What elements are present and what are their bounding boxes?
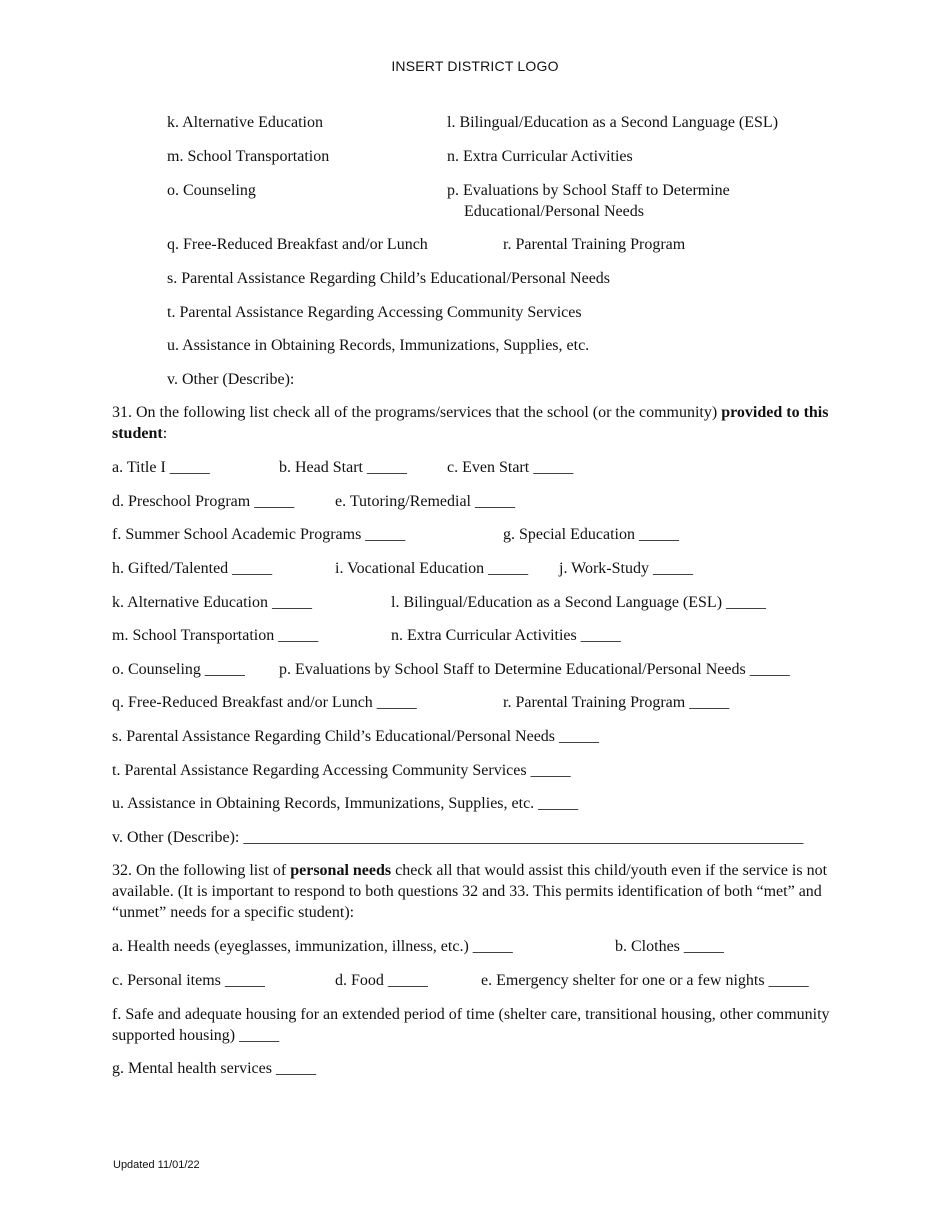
question-31-colon: : bbox=[162, 425, 168, 442]
option-32f[interactable]: f. Safe and adequate housing for an extended period of time (shelter care, transitional housing, other community supported housing) _____ bbox=[112, 1006, 830, 1044]
option-31h[interactable]: h. Gifted/Talented _____ bbox=[112, 560, 273, 577]
option-31u[interactable]: u. Assistance in Obtaining Records, Immunizations, Supplies, etc. _____ bbox=[112, 795, 579, 812]
list-item-30s: s. Parental Assistance Regarding Child’s Educational/Personal Needs bbox=[167, 270, 611, 287]
question-32-text-rest: check all that would assist this child/youth even if the service is not available. (It is important to respond to both questions 32 and 33. This permits identification of both “met” and “unmet” needs for a specific student): bbox=[112, 862, 828, 921]
option-31p[interactable]: p. Evaluations by School Staff to Determine Educational/Personal Needs _____ bbox=[279, 661, 790, 678]
option-32g[interactable]: g. Mental health services _____ bbox=[112, 1060, 316, 1077]
option-31b[interactable]: b. Head Start _____ bbox=[279, 459, 407, 476]
district-logo-placeholder: INSERT DISTRICT LOGO bbox=[391, 58, 559, 74]
question-32-prompt bbox=[112, 860, 842, 923]
question-31-emphasis: provided to this student bbox=[112, 404, 829, 442]
option-31f[interactable]: f. Summer School Academic Programs _____ bbox=[112, 526, 406, 543]
option-31o[interactable]: o. Counseling _____ bbox=[112, 661, 245, 678]
list-item-30p-line2: Educational/Personal Needs bbox=[464, 203, 644, 220]
list-item-30m: m. School Transportation bbox=[167, 148, 330, 165]
option-31k[interactable]: k. Alternative Education _____ bbox=[112, 594, 312, 611]
question-31-text: 31. On the following list check all of the programs/services that the school (or the community) bbox=[112, 404, 718, 421]
question-32-text: 32. On the following list of bbox=[112, 862, 287, 879]
list-item-30n: n. Extra Curricular Activities bbox=[447, 148, 633, 165]
updated-date: Updated 11/01/22 bbox=[113, 1159, 200, 1171]
option-31q[interactable]: q. Free-Reduced Breakfast and/or Lunch _____ bbox=[112, 694, 417, 711]
option-31g[interactable]: g. Special Education _____ bbox=[503, 526, 679, 543]
option-32b[interactable]: b. Clothes _____ bbox=[615, 938, 724, 955]
list-item-30o: o. Counseling bbox=[167, 182, 256, 199]
question-31-prompt bbox=[112, 402, 838, 444]
option-32c[interactable]: c. Personal items _____ bbox=[112, 972, 265, 989]
option-31e[interactable]: e. Tutoring/Remedial _____ bbox=[335, 493, 515, 510]
option-31l[interactable]: l. Bilingual/Education as a Second Language (ESL) _____ bbox=[391, 594, 767, 611]
option-31j[interactable]: j. Work-Study _____ bbox=[559, 560, 693, 577]
option-31v[interactable]: v. Other (Describe): ______________________________________________________________________ bbox=[112, 829, 804, 846]
option-31i[interactable]: i. Vocational Education _____ bbox=[335, 560, 529, 577]
option-31s[interactable]: s. Parental Assistance Regarding Child’s Educational/Personal Needs _____ bbox=[112, 728, 600, 745]
question-32-emphasis: personal needs bbox=[290, 862, 392, 879]
option-32d[interactable]: d. Food _____ bbox=[335, 972, 428, 989]
option-31d[interactable]: d. Preschool Program _____ bbox=[112, 493, 295, 510]
option-31r[interactable]: r. Parental Training Program _____ bbox=[503, 694, 730, 711]
option-31a[interactable]: a. Title I _____ bbox=[112, 459, 210, 476]
list-item-30r: r. Parental Training Program bbox=[503, 236, 686, 253]
option-31n[interactable]: n. Extra Curricular Activities _____ bbox=[391, 627, 621, 644]
list-item-30l: l. Bilingual/Education as a Second Language (ESL) bbox=[447, 114, 779, 131]
list-item-30v: v. Other (Describe): bbox=[167, 371, 295, 388]
list-item-30u: u. Assistance in Obtaining Records, Immunizations, Supplies, etc. bbox=[167, 337, 590, 354]
option-31t[interactable]: t. Parental Assistance Regarding Accessing Community Services _____ bbox=[112, 762, 571, 779]
list-item-30k: k. Alternative Education bbox=[167, 114, 323, 131]
option-31c[interactable]: c. Even Start _____ bbox=[447, 459, 574, 476]
option-32e[interactable]: e. Emergency shelter for one or a few nights _____ bbox=[481, 972, 809, 989]
list-item-30t: t. Parental Assistance Regarding Accessing Community Services bbox=[167, 304, 582, 321]
option-31m[interactable]: m. School Transportation _____ bbox=[112, 627, 319, 644]
list-item-30p-line1: p. Evaluations by School Staff to Determine bbox=[447, 182, 730, 199]
option-32a[interactable]: a. Health needs (eyeglasses, immunization, illness, etc.) _____ bbox=[112, 938, 513, 955]
list-item-30q: q. Free-Reduced Breakfast and/or Lunch bbox=[167, 236, 428, 253]
